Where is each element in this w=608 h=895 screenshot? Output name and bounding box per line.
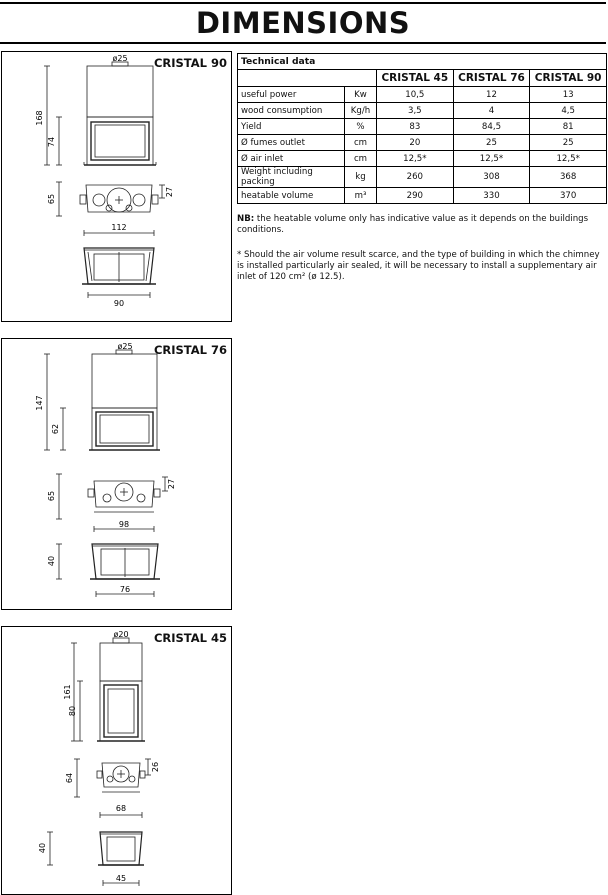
row-param: wood consumption	[238, 103, 345, 119]
row-param: Weight including packing	[238, 167, 345, 188]
row-unit: m³	[345, 188, 377, 204]
row-value: 83	[377, 119, 454, 135]
height-total-label: 161	[63, 684, 72, 700]
row-value: 4	[453, 103, 530, 119]
depth-label: 64	[65, 772, 74, 784]
height-door-label: 62	[51, 423, 60, 435]
column-header: CRISTAL 76	[453, 70, 530, 87]
row-unit: kg	[345, 167, 377, 188]
table-row	[238, 119, 607, 135]
row-value: 20	[377, 135, 454, 151]
row-unit: cm	[345, 151, 377, 167]
model-label: CRISTAL 45	[153, 631, 227, 645]
height-total-label: 147	[35, 395, 44, 411]
height-front-label: 40	[38, 842, 47, 854]
table-caption-row	[238, 54, 607, 70]
row-value: 370	[530, 188, 607, 204]
row-param: Yield	[238, 119, 345, 135]
row-value: 330	[453, 188, 530, 204]
row-value: 3,5	[377, 103, 454, 119]
row-param: heatable volume	[238, 188, 345, 204]
row-param: Ø fumes outlet	[238, 135, 345, 151]
table-row	[238, 167, 607, 188]
depth-inner-label: 27	[167, 478, 176, 490]
panel-cristal-76	[1, 338, 232, 610]
panel-cristal-90	[1, 51, 232, 322]
diameter-label: ø20	[113, 630, 129, 639]
diameter-label: ø25	[112, 54, 128, 63]
title-bar	[0, 2, 606, 44]
row-value: 81	[530, 119, 607, 135]
height-total-label: 168	[35, 110, 44, 126]
row-param: Ø air inlet	[238, 151, 345, 167]
width-label: 68	[115, 804, 127, 813]
row-unit: Kg/h	[345, 103, 377, 119]
row-unit: Kw	[345, 87, 377, 103]
column-header: CRISTAL 90	[530, 70, 607, 87]
row-value: 308	[453, 167, 530, 188]
height-front-label: 40	[47, 555, 56, 567]
width-base-label: 90	[113, 299, 125, 308]
depth-inner-label: 26	[151, 761, 160, 773]
row-value: 84,5	[453, 119, 530, 135]
model-label: CRISTAL 90	[153, 56, 227, 70]
header-empty-cell	[238, 70, 377, 87]
column-header: CRISTAL 45	[377, 70, 454, 87]
row-value: 4,5	[530, 103, 607, 119]
table-row	[238, 103, 607, 119]
row-unit: %	[345, 119, 377, 135]
depth-label: 65	[47, 490, 56, 502]
row-value: 260	[377, 167, 454, 188]
row-value: 13	[530, 87, 607, 103]
table-row	[238, 151, 607, 167]
width-label: 98	[118, 520, 130, 529]
row-value: 25	[453, 135, 530, 151]
width-base-label: 45	[115, 874, 127, 883]
cristal-45-drawing	[2, 627, 231, 894]
row-param: useful power	[238, 87, 345, 103]
table-row	[238, 87, 607, 103]
depth-label: 65	[47, 193, 56, 205]
row-value: 12,5*	[530, 151, 607, 167]
nb-note	[237, 214, 607, 236]
row-value: 290	[377, 188, 454, 204]
table-row	[238, 188, 607, 204]
panel-cristal-45	[1, 626, 232, 895]
row-value: 12,5*	[377, 151, 454, 167]
row-value: 25	[530, 135, 607, 151]
width-label: 112	[111, 223, 127, 232]
row-value: 12	[453, 87, 530, 103]
nb-text: the heatable volume only has indicative value as it depends on the buildings conditions.	[237, 214, 589, 235]
row-unit: cm	[345, 135, 377, 151]
table-row	[238, 135, 607, 151]
depth-inner-label: 27	[165, 186, 174, 198]
row-value: 368	[530, 167, 607, 188]
footnote: * Should the air volume result scarce, and the type of building in which the chimney is installed particularly air sealed, it will be necessary to install a supplementary air inlet of 120 cm² (ø 12.5).	[237, 250, 600, 282]
row-value: 12,5*	[453, 151, 530, 167]
height-door-label: 74	[47, 136, 56, 148]
table-header-row	[238, 70, 607, 87]
table-caption: Technical data	[238, 54, 607, 70]
nb-label: NB:	[237, 214, 255, 224]
height-door-label: 80	[68, 705, 77, 717]
model-label: CRISTAL 76	[153, 343, 227, 357]
cristal-76-drawing	[2, 339, 231, 609]
page-title: DIMENSIONS	[195, 6, 411, 40]
technical-data-table	[237, 53, 607, 204]
width-base-label: 76	[119, 585, 131, 594]
row-value: 10,5	[377, 87, 454, 103]
diameter-label: ø25	[117, 342, 133, 351]
cristal-90-drawing	[2, 52, 231, 321]
